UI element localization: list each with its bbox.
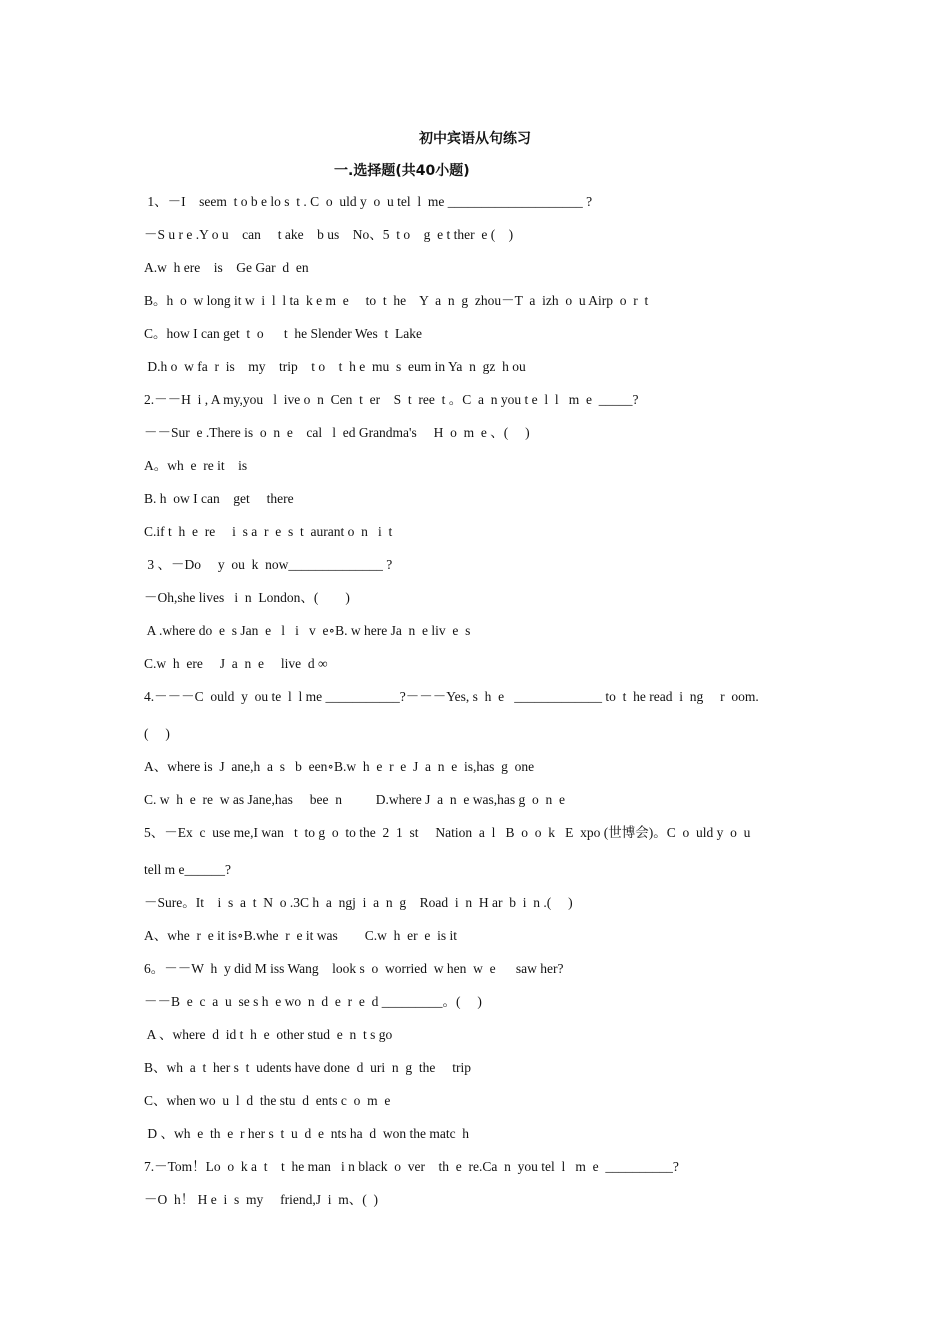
text-line: A 、where d id t h e other stud e n t s go (144, 1027, 393, 1042)
text-line: －Oh,she lives i n London、( ) (144, 590, 350, 605)
section-heading: 一.选择题(共40小题) (334, 163, 470, 179)
text-line: tell m e______? (144, 862, 231, 877)
text-line: －－Sur e .There is o n e cal l ed Grandma's H o m e 、( ) (144, 425, 530, 440)
text-line: A、where is J ane,h a s b een∘B.w h e r e J a n e is,has g one (144, 759, 535, 774)
text-line: A。wh e re it is (144, 458, 248, 473)
text-line: C.w h ere J a n e live d ∞ (144, 656, 328, 671)
question-list (144, 188, 814, 1219)
text-line: 2.－－H i , A my,you l ive o n Cen t er S t ree t 。C a n you t e l l m e _____? (144, 392, 639, 407)
text-line: －S u r e .Y o u can t ake b us No、5 t o g e t ther e ( ) (144, 227, 514, 242)
text-line: 7.－Tom！Lo o k a t t he man i n black o ver th e re.Ca n you tel l m e __________? (144, 1159, 679, 1174)
text-line: ( ) (144, 726, 170, 741)
text-line: A、whe r e it is∘B.whe r e it was C.w h er e is it (144, 928, 457, 943)
text-line: B. h ow I can get there (144, 491, 294, 506)
text-line: C.if t h e re i s a r e s t aurant o n i t (144, 524, 393, 539)
text-line: D 、wh e th e r her s t u d e nts ha d won the matc h (144, 1126, 470, 1141)
text-line: －O h！ H e i s my friend,J i m、( ) (144, 1192, 378, 1207)
text-line: A .where do e s Jan e l i v e∘B. w here Ja n e liv e s (144, 623, 471, 638)
text-line: 1、－I seem t o b e lo s t . C o uld y o u tel l me ____________________ ? (144, 194, 593, 209)
text-line: 6。－－W h y did M iss Wang look s o worried w hen w e saw her? (144, 961, 564, 976)
text-line: 3 、－Do y ou k now______________ ? (144, 557, 393, 572)
text-line: 5、－Ex c use me,I wan t to g o to the 2 1 st Nation a l B o o k E xpo (世博会)。C o uld y o u (144, 825, 751, 840)
text-line: C. w h e re w as Jane,has bee n D.where J a n e was,has g o n e (144, 792, 566, 807)
text-line: D.h o w fa r is my trip t o t h e mu s eum in Ya n gz h ou (144, 359, 526, 374)
text-line: B。h o w long it w i l l ta k e m e to t he Y a n g zhou－T a izh o u Airp o r t (144, 293, 649, 308)
text-line: 4.－－－C ould y ou te l l me ___________?－－－Yes, s h e _____________ to t he read i ng r oom. (144, 689, 759, 704)
text-line: B、wh a t her s t udents have done d uri n g the trip (144, 1060, 471, 1075)
text-line: －Sure。It i s a t N o .3C h a ngj i a n g Road i n H ar b i n .( ) (144, 895, 573, 910)
text-line: A.w h ere is Ge Gar d en (144, 260, 309, 275)
text-line: C、when wo u l d the stu d ents c o m e (144, 1093, 391, 1108)
text-line: －－B e c a u se s h e wo n d e r e d _________。( ) (144, 994, 482, 1009)
page-title: 初中宾语从句练习 (419, 131, 531, 147)
text-line: C。how I can get t o t he Slender Wes t Lake (144, 326, 422, 341)
